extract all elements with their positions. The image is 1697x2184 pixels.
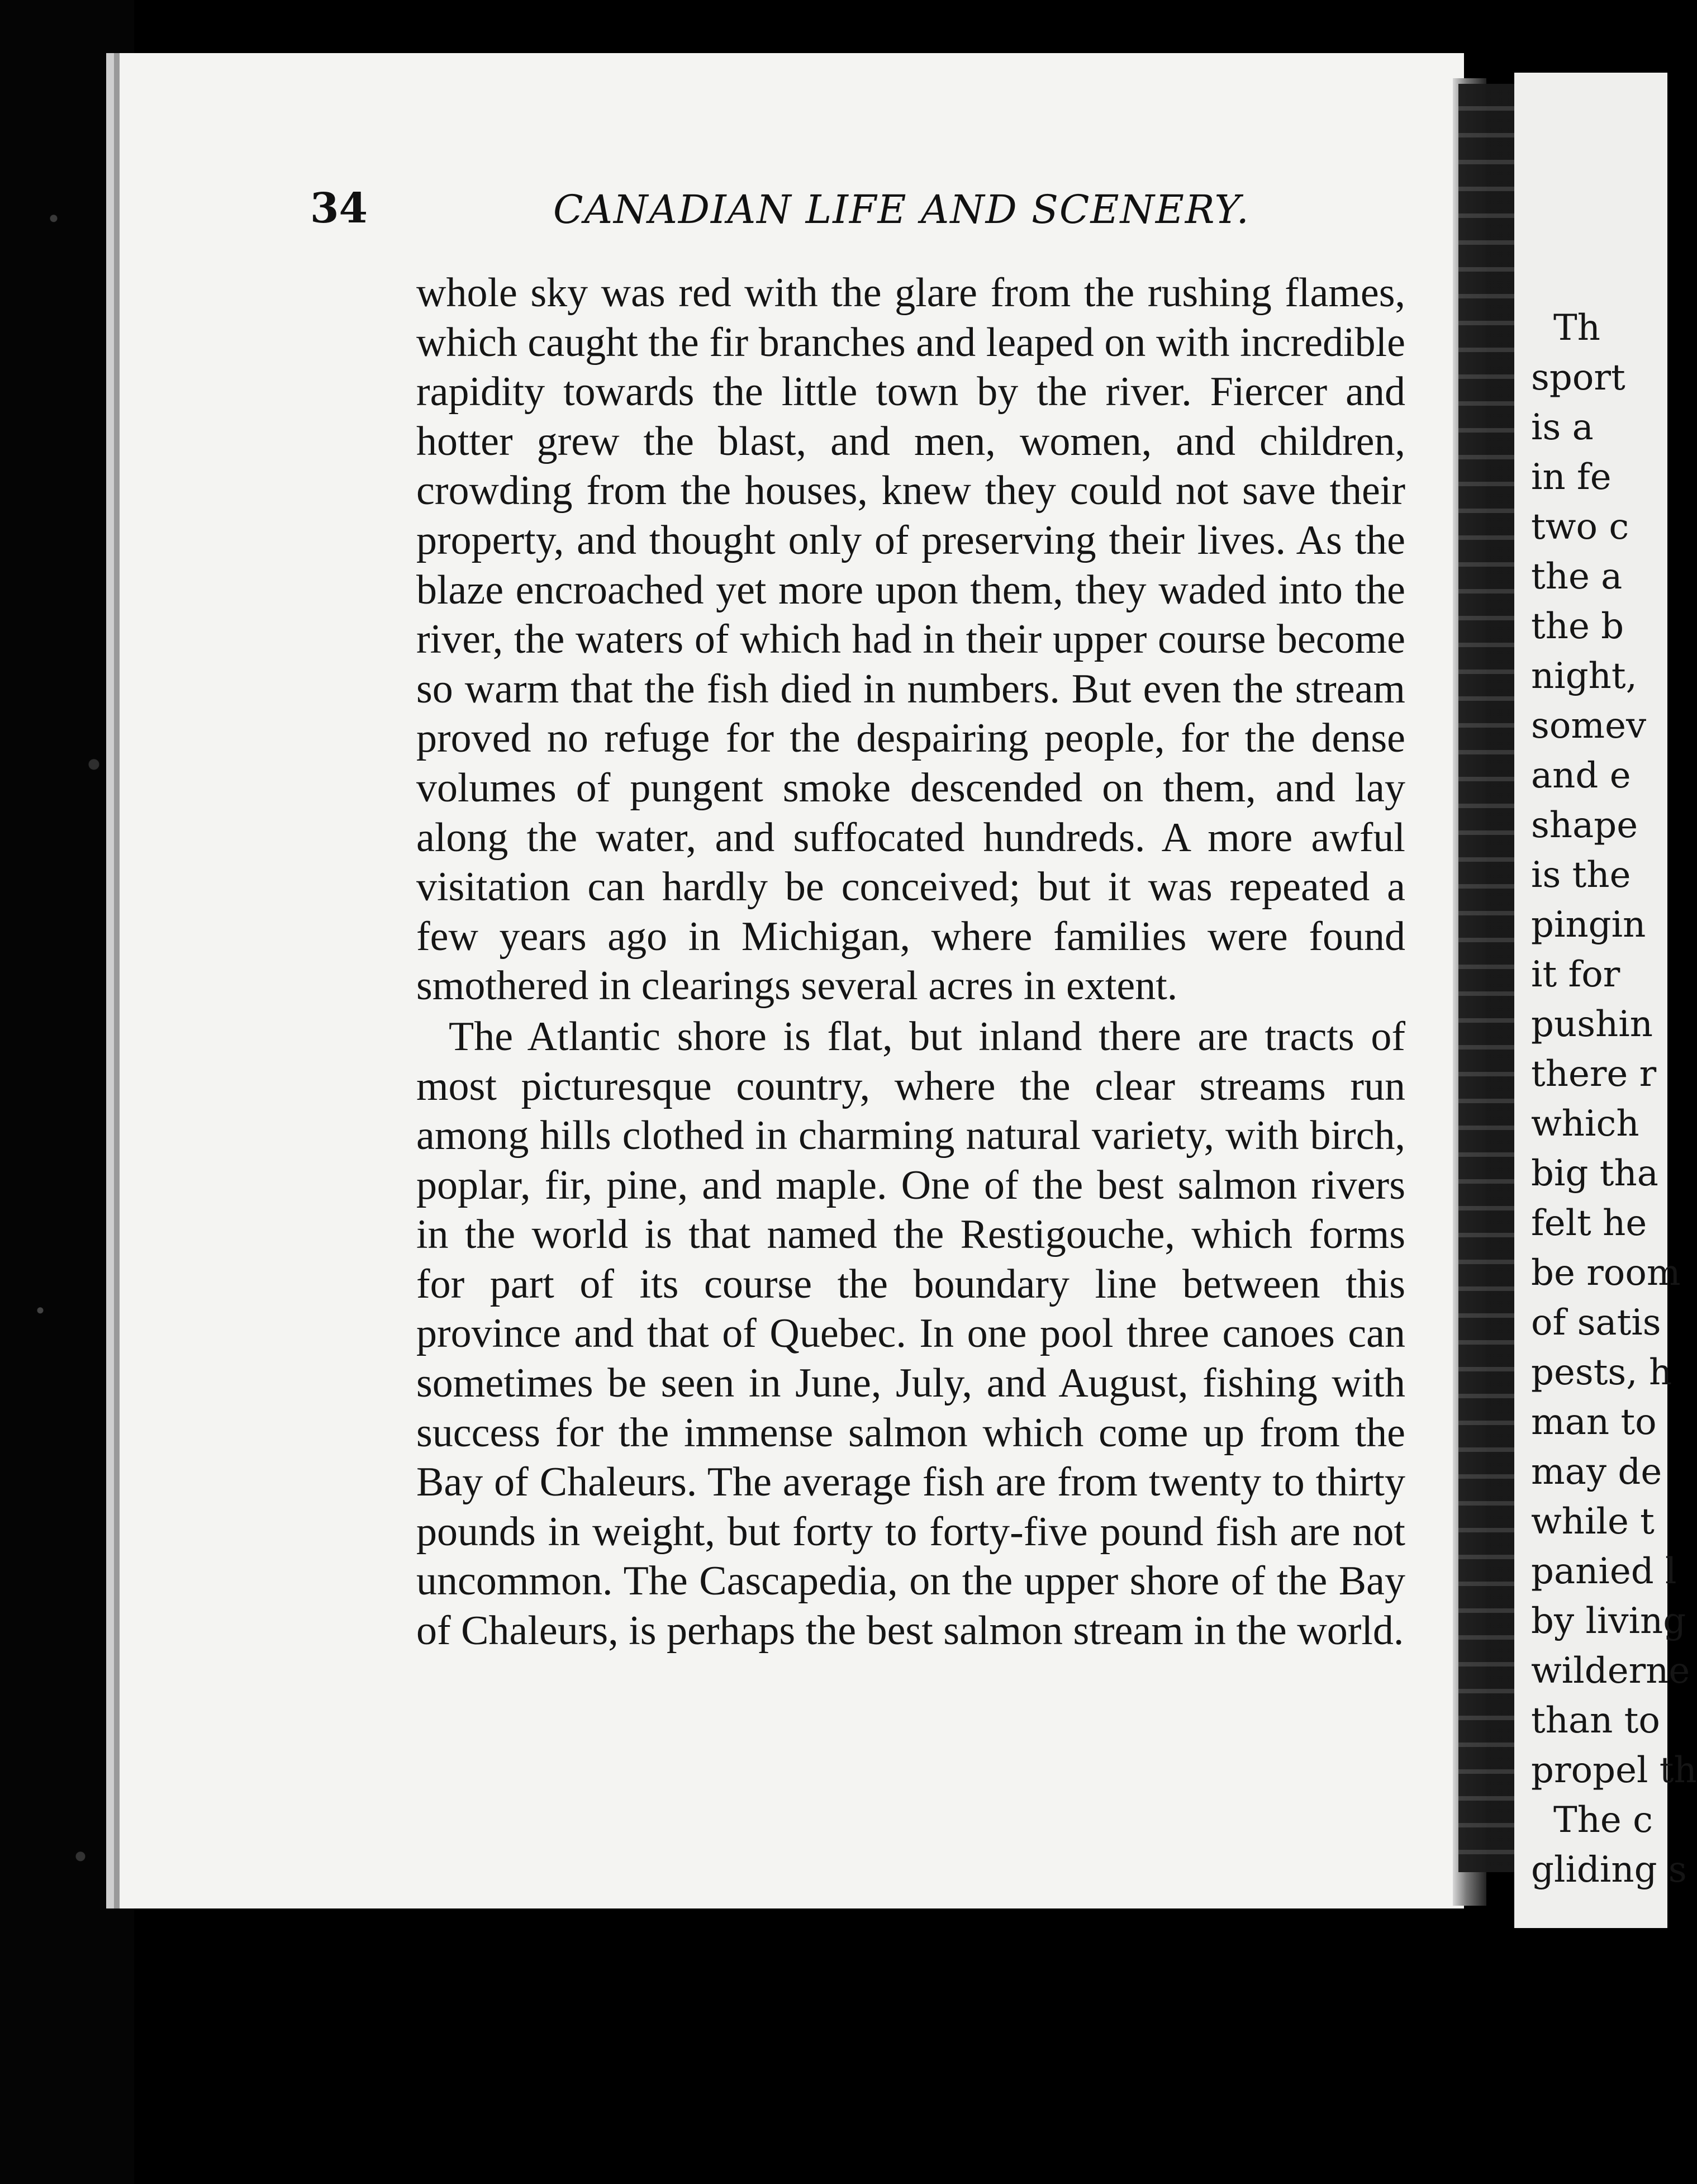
next-page-line: is the xyxy=(1531,854,1631,896)
running-head: CANADIAN LIFE AND SCENERY. xyxy=(553,187,1250,232)
next-page-line: which xyxy=(1531,1103,1639,1145)
next-page-line: it for xyxy=(1531,954,1620,995)
book-spine xyxy=(1458,84,1520,1872)
next-page-line: pingin xyxy=(1531,904,1646,946)
next-page-line: pushin xyxy=(1531,1004,1653,1045)
page-header xyxy=(310,184,1316,235)
next-page-line: sport xyxy=(1531,357,1625,398)
next-page-line: Th xyxy=(1553,307,1600,349)
next-page-line: the a xyxy=(1531,556,1623,597)
next-page-line: while t xyxy=(1531,1501,1655,1542)
next-page-line: somev xyxy=(1531,705,1647,747)
next-page-line: in fe xyxy=(1531,457,1612,498)
next-page-line: there r xyxy=(1531,1053,1657,1095)
next-page-line: gliding s xyxy=(1531,1849,1687,1891)
next-page-line: pests, h xyxy=(1531,1352,1672,1393)
next-page-line: The c xyxy=(1553,1800,1653,1841)
next-page-line: panied l xyxy=(1531,1551,1677,1592)
next-page-line: of satis xyxy=(1531,1302,1661,1343)
next-page-line: by living xyxy=(1531,1601,1686,1642)
next-page-line: be room xyxy=(1531,1252,1681,1294)
next-page-line: propel th xyxy=(1531,1750,1697,1791)
paragraph: The Atlantic shore is flat, but inland there are tracts of most picturesque country, where the clear streams run among hills clothed in charming natural variety, with birch, poplar, fir, pine, and maple. One of the best salmon rivers in the world is that named the Restigouche, which forms for part of its course the boundary line between this province and that of Quebec. In one pool three canoes can sometimes be seen in June, July, and August, fishing with success for the immense salmon which come up from the Bay of Chaleurs. The average fish are from twenty to thirty pounds in weight, but forty to forty-five pound fish are not uncommon. The Cascapedia, on the upper shore of the Bay of Chaleurs, is perhaps the best salmon stream in the world. xyxy=(416,1013,1405,1654)
next-page-line: is a xyxy=(1531,407,1594,448)
next-page-line: may de xyxy=(1531,1451,1662,1493)
next-page-line: the b xyxy=(1531,606,1624,647)
next-page-line: than to xyxy=(1531,1700,1660,1741)
next-page-line: wilderne xyxy=(1531,1650,1690,1692)
next-page-line: man to xyxy=(1531,1402,1657,1443)
next-page-line: and e xyxy=(1531,755,1631,796)
body-text xyxy=(416,268,1405,1656)
next-page-line: two c xyxy=(1531,506,1629,548)
next-page-line: felt he xyxy=(1531,1203,1647,1244)
next-page-fragment xyxy=(1514,73,1697,1928)
next-page-line: shape xyxy=(1531,805,1638,846)
next-page-line: big tha xyxy=(1531,1153,1658,1194)
next-page-line: night, xyxy=(1531,656,1637,697)
page-number: 34 xyxy=(310,184,368,232)
paragraph: whole sky was red with the glare from the rushing flames, which caught the fir branches and leaped on with incredible rapidity towards the little town by the river. Fiercer and hotter grew the blast, and men, women, and children, crowding from the houses, knew they could not save their property, and thought only of preserving their lives. As the blaze encroached yet more upon them, they waded into the river, the waters of which had in their upper course become so warm that the fish died in numbers. But even the stream proved no refuge for the despairing people, for the dense volumes of pungent smoke descended on them, and lay along the water, and suffocated hundreds. A more awful visitation can hardly be conceived; but it was repeated a few years ago in Michigan, where families were found smothered in clearings several acres in extent. xyxy=(416,270,1405,1009)
